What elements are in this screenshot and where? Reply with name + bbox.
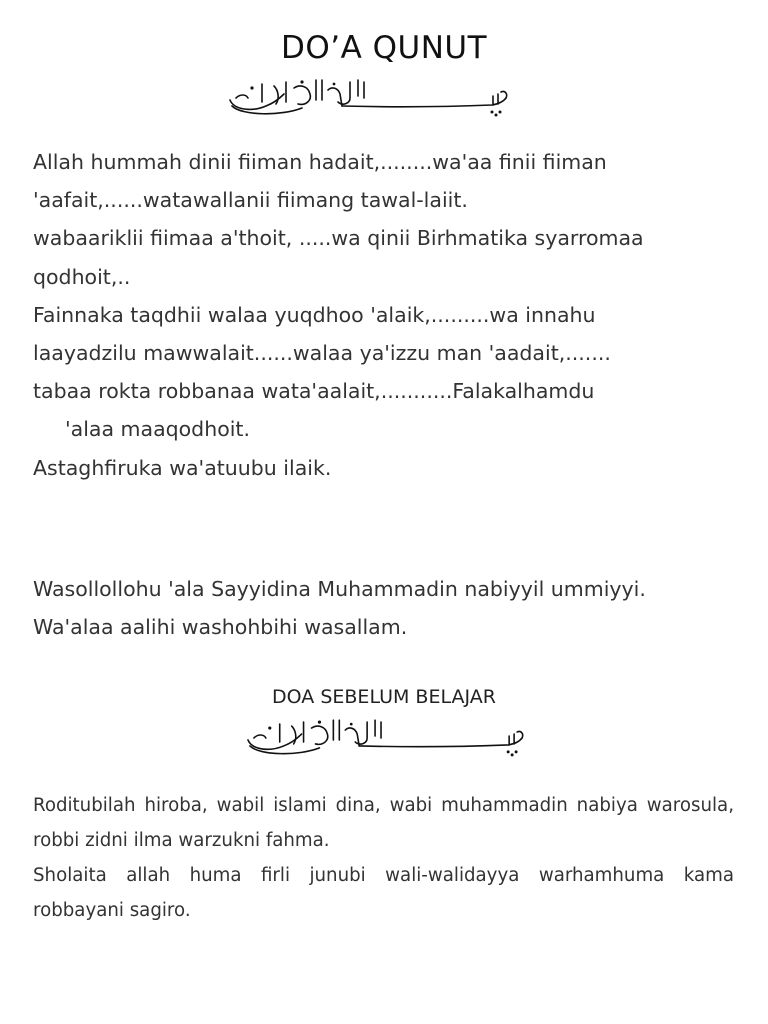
qunut-line: 'alaa maaqodhoit. (65, 417, 250, 442)
qunut-line: wabaariklii fiimaa a'thoit, .....wa qinii Birhmatika syarromaa (33, 226, 644, 251)
basmala-calligraphy-icon (222, 76, 514, 118)
salawat-line: Wa'alaa aalihi washohbihi wasallam. (33, 615, 408, 640)
page-title: DO’A QUNUT (280, 30, 488, 66)
basmala-calligraphy-icon (240, 716, 530, 758)
qunut-line: qodhoit,.. (33, 264, 131, 289)
section-subtitle: DOA SEBELUM BELAJAR (272, 686, 496, 708)
qunut-text (33, 143, 733, 487)
qunut-line: Fainnaka taqdhii walaa yuqdhoo 'alaik,.........wa innahu (33, 302, 596, 327)
qunut-line: Allah hummah dinii fiiman hadait,........wa'aa finii fiiman (33, 150, 607, 174)
qunut-line: tabaa rokta robbanaa wata'aalait,...........Falakalhamdu (33, 379, 595, 404)
belajar-paragraph: Roditubilah hiroba, wabil islami dina, wabi muhammadin nabiya warosula, robbi zidni ilma warzukni fahma. (33, 795, 734, 851)
salawat-text (33, 570, 733, 646)
qunut-line: laayadzilu mawwalait......walaa ya'izzu man 'aadait,....... (33, 341, 611, 366)
belajar-paragraph: Sholaita allah huma firli junubi wali-walidayya warhamhuma kama robbayani sagiro. (33, 865, 734, 921)
qunut-line: 'aafait,......watawallanii fiimang tawal-laiit. (33, 188, 468, 213)
belajar-text (33, 788, 734, 928)
qunut-line: Astaghfiruka wa'atuubu ilaik. (33, 455, 332, 480)
salawat-line: Wasollollohu 'ala Sayyidina Muhammadin nabiyyil ummiyyi. (33, 577, 646, 601)
